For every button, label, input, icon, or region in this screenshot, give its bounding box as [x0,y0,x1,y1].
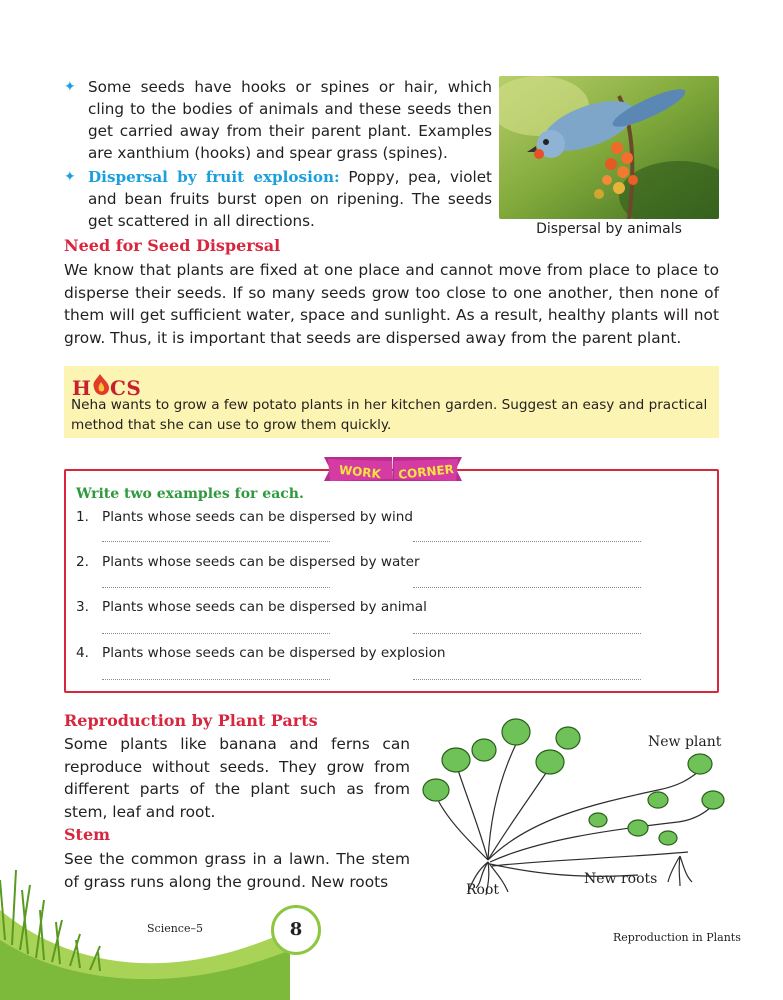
label-new-plant: New plant [648,734,722,750]
bullet-text: Poppy, pea, violet and bean fruits burst open on ripening. The seeds get scattered in all directions. [88,168,492,230]
reproduction-paragraph: Some plants like banana and ferns can reproduce without seeds. They grow from different parts of the plant such as from stem, leaf and root. [64,735,410,821]
star-bullet-icon: ✦ [64,169,76,185]
banner-work-text: WORK [338,462,382,482]
dispersal-bullet-list [64,76,492,234]
label-root: Root [466,882,500,898]
item-number: 2. [76,554,89,570]
grass-decoration [0,850,290,1000]
answer-line[interactable] [102,578,330,588]
svg-text:H: H [72,376,92,400]
item-text: Plants whose seeds can be dispersed by water [102,554,420,570]
work-item [76,599,427,615]
item-number: 3. [76,599,89,615]
page-number: 8 [271,905,321,955]
photo-figure [499,76,719,237]
hots-box [64,366,719,438]
star-bullet-icon: ✦ [64,79,76,95]
bullet-explosion [64,166,492,232]
reproduction-heading: Reproduction by Plant Parts [64,711,318,730]
bullet-bold-term: Dispersal by fruit explosion: [88,168,340,186]
need-heading: Need for Seed Dispersal [64,236,281,255]
footer-book-title: Science–5 [147,922,203,935]
stem-heading: Stem [64,825,111,844]
item-text: Plants whose seeds can be dispersed by wind [102,509,413,525]
answer-line[interactable] [413,532,641,542]
answer-line[interactable] [102,532,330,542]
answer-line[interactable] [102,624,330,634]
banner-corner-text: CORNER [397,462,455,482]
item-text: Plants whose seeds can be dispersed by animal [102,599,427,615]
svg-text:CS: CS [110,376,142,400]
work-corner-banner [320,451,466,491]
bullet-text: Some seeds have hooks or spines or hair, which cling to the bodies of animals and these seeds then get carried away from their parent plant. Examples are xanthium (hooks) and spear grass (spines). [88,78,492,162]
answer-line[interactable] [413,624,641,634]
hots-question: Neha wants to grow a few potato plants in her kitchen garden. Suggest an easy and practical method that she can use to grow them quickly. [71,397,708,433]
item-number: 1. [76,509,89,525]
work-item [76,645,446,661]
bullet-hooks [64,76,492,164]
work-corner-title: Write two examples for each. [76,486,304,502]
need-paragraph: We know that plants are fixed at one place and cannot move from place to place to disperse their seeds. If so many seeds grow too close to one another, then none of them will get sufficient water, space and sunlight. As a result, healthy plants will not grow. Thus, it is important that seeds are dispersed away from the parent plant. [64,261,719,347]
bird-photo [499,76,719,219]
item-text: Plants whose seeds can be dispersed by explosion [102,645,446,661]
label-new-roots: New roots [584,871,658,887]
answer-line[interactable] [102,670,330,680]
answer-line[interactable] [413,578,641,588]
photo-caption: Dispersal by animals [536,221,682,237]
footer-chapter-title: Reproduction in Plants [613,931,741,944]
stem-paragraph: See the common grass in a lawn. The stem of grass runs along the ground. New roots [64,850,410,891]
item-number: 4. [76,645,89,661]
work-item [76,554,420,570]
work-item [76,509,413,525]
answer-line[interactable] [413,670,641,680]
